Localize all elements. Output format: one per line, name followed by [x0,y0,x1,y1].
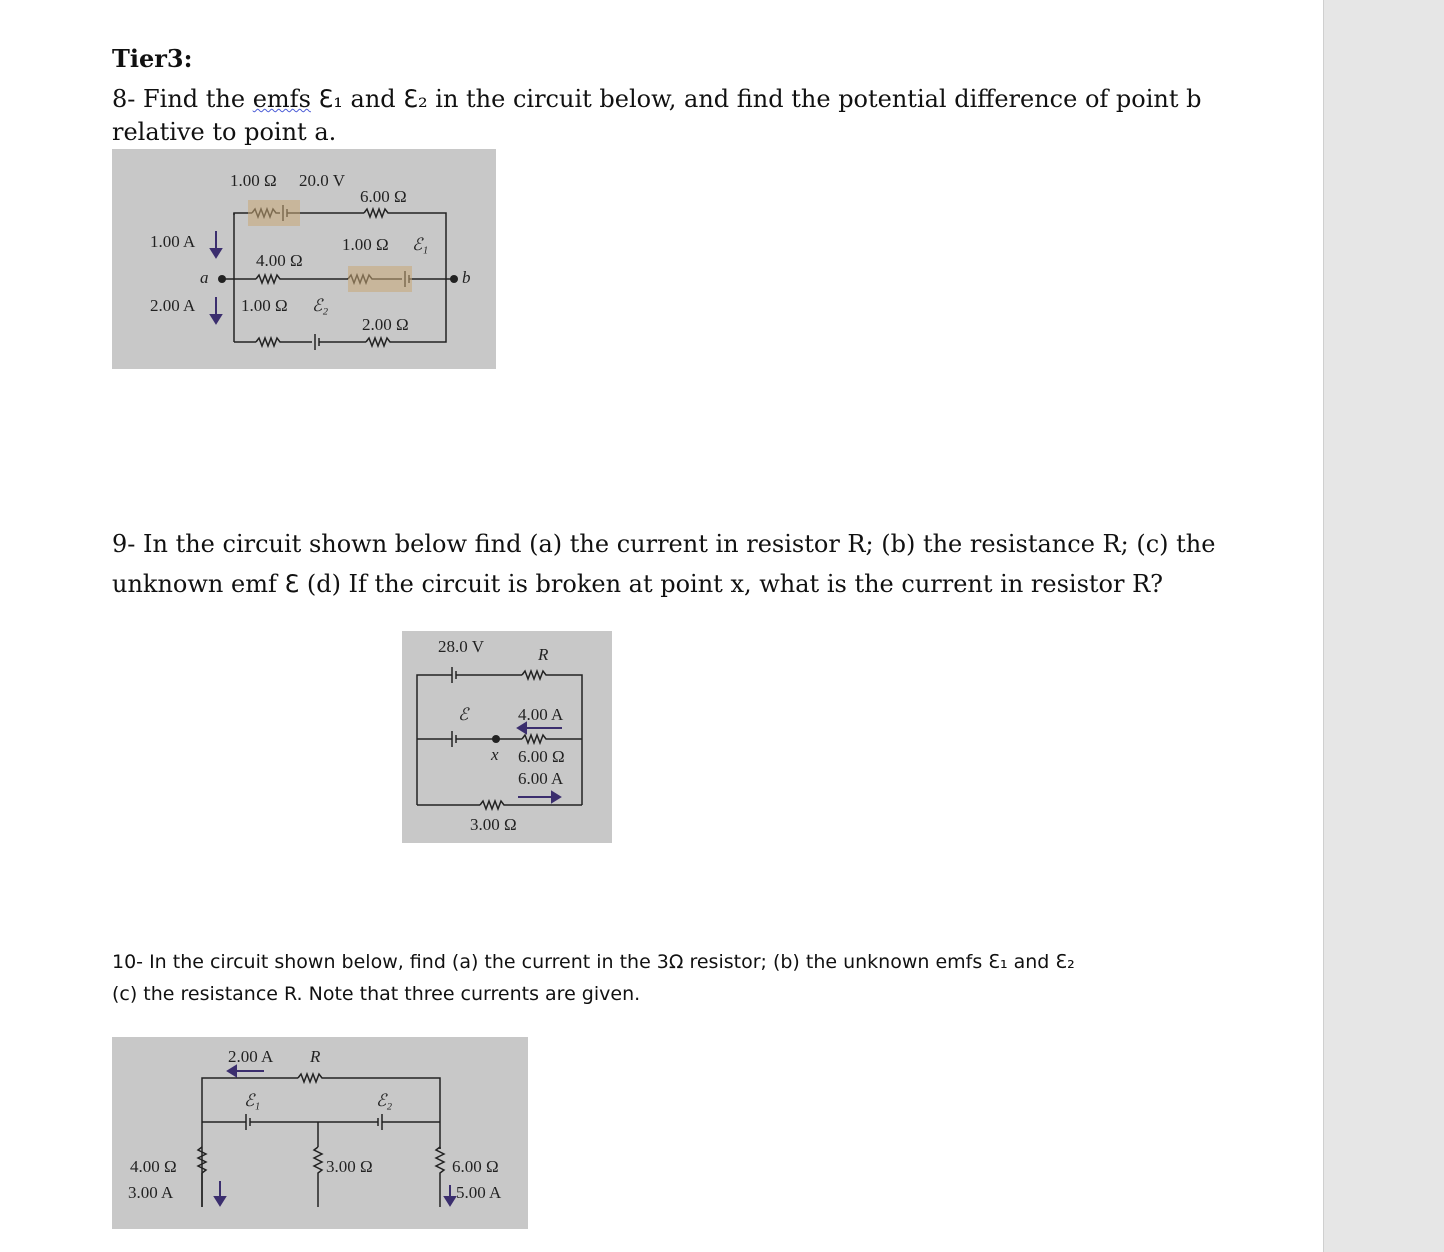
fig8-r-mid-right: 1.00 Ω [342,235,389,254]
fig10-i-right: 5.00 A [456,1183,502,1202]
q8-emfs-word: emfs [252,85,311,113]
fig8-r-bottom: 1.00 Ω [241,296,288,315]
circuit-figure-9 [402,631,612,843]
fig8-i-top: 1.00 A [150,232,196,251]
fig10-r-label: R [310,1047,321,1066]
fig9-r-bottom: 3.00 Ω [470,815,517,834]
tier-title: Tier3: [112,44,193,73]
fig8-emf2: ℰ₂ [312,296,329,315]
fig8-v-top: 20.0 V [299,171,345,190]
fig8-r-mid-left: 4.00 Ω [256,251,303,270]
fig8-node-b: b [462,268,471,287]
question-9-line-2: unknown emf ℇ (d) If the circuit is broken at point x, what is the current in resistor R? [112,570,1164,598]
circuit-figure-10 [112,1037,528,1229]
question-8-line-2: relative to point a. [112,118,337,146]
fig8-i-bottom: 2.00 A [150,296,196,315]
question-10-line-1: 10- In the circuit shown below, find (a) the current in the 3Ω resistor; (b) the unknown emfs ℇ₁ and ℇ₂ [112,951,1075,973]
fig8-emf1: ℰ₁ [412,235,429,254]
question-8-line-1 [112,85,1201,113]
fig9-v-top: 28.0 V [438,637,484,656]
q8-pre: 8- Find the [112,85,253,113]
question-9-line-1: 9- In the circuit shown below find (a) the current in resistor R; (b) the resistance R; (c) the [112,530,1216,558]
fig8-r-top: 1.00 Ω [230,171,277,190]
fig9-i-mid: 4.00 A [518,705,564,724]
q8-post: ℇ₁ and ℇ₂ in the circuit below, and find the potential difference of point b [310,85,1202,113]
fig9-r-mid: 6.00 Ω [518,747,565,766]
fig10-r-left: 4.00 Ω [130,1157,177,1176]
fig8-r-bottom-right: 2.00 Ω [362,315,409,334]
fig9-i-mid2: 6.00 A [518,769,564,788]
fig9-emf: ℰ [458,705,469,724]
right-scroll-margin [1323,0,1444,1252]
fig10-i-top: 2.00 A [228,1047,274,1066]
fig10-emf1: ℰ₁ [244,1091,261,1110]
fig10-r-right: 6.00 Ω [452,1157,499,1176]
fig8-node-a: a [200,268,209,287]
fig10-r-mid: 3.00 Ω [326,1157,373,1176]
question-10-line-2: (c) the resistance R. Note that three currents are given. [112,983,641,1005]
fig10-emf2: ℰ₂ [376,1091,393,1110]
fig8-r-top-right: 6.00 Ω [360,187,407,206]
circuit-figure-8 [112,149,496,369]
fig9-point-x: x [491,745,499,764]
fig10-i-left: 3.00 A [128,1183,174,1202]
fig9-r-label: R [538,645,549,664]
circuit-9-wiring [402,631,612,843]
